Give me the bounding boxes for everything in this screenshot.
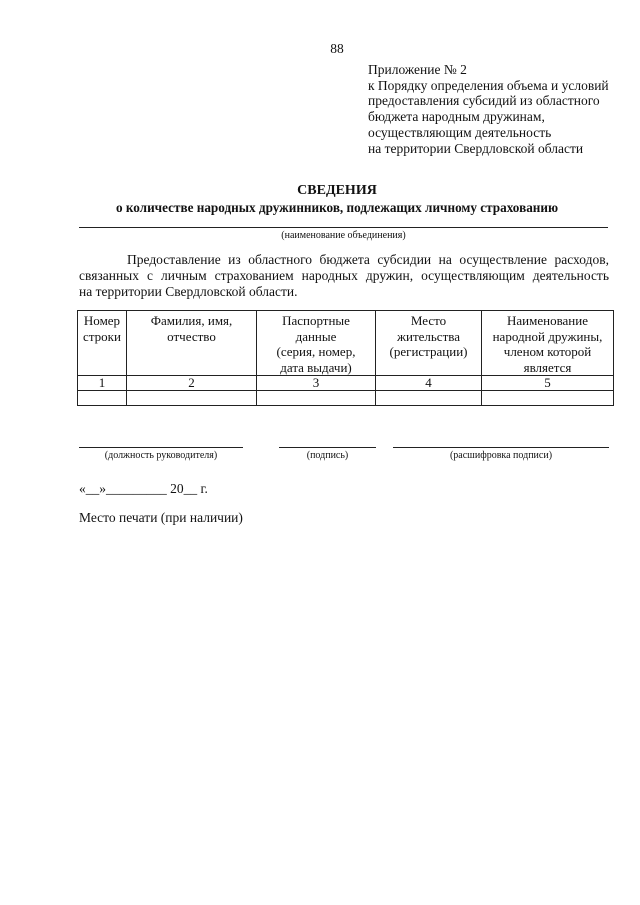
header-text: строки: [83, 328, 121, 344]
header-text: (серия, номер,: [276, 344, 356, 359]
position-caption: (должность руководителя): [104, 450, 218, 461]
header-text: народной дружины,: [492, 328, 603, 344]
column-number: 2: [127, 376, 257, 391]
paragraph-line: на территории Свердловской области.: [79, 284, 298, 299]
header-text: членом которой: [503, 344, 592, 359]
header-row-number: [78, 311, 127, 376]
column-number-row: [78, 376, 614, 391]
header-text: Номер: [83, 313, 121, 328]
paragraph-line: связанных с личным страхованием народных дружин, осуществляющим деятельность: [79, 268, 609, 283]
header-text: жительства: [397, 328, 460, 344]
table-cell[interactable]: [376, 391, 482, 406]
intro-paragraph: [79, 252, 609, 300]
appendix-line: на территории Свердловской области: [368, 140, 584, 156]
header-passport: [257, 311, 376, 376]
table-cell[interactable]: [127, 391, 257, 406]
document-title: СВЕДЕНИЯ: [297, 183, 377, 198]
header-text: данные: [295, 328, 337, 344]
table-cell[interactable]: [257, 391, 376, 406]
signature-decoding-line: [393, 447, 609, 448]
date-line: «__»_________ 20__ г.: [79, 481, 208, 496]
header-text: отчество: [167, 328, 216, 344]
appendix-line: бюджета народным дружинам,: [368, 109, 545, 125]
table-header-row: [78, 311, 614, 376]
position-signature-line: [79, 447, 243, 448]
paragraph-line: Предоставление из областного бюджета субсидии на осуществление расходов,: [127, 252, 609, 267]
header-text: является: [523, 359, 572, 375]
header-text: дата выдачи): [280, 359, 352, 375]
column-number: 5: [482, 376, 614, 391]
dружинники-table: [77, 310, 614, 406]
column-number: 4: [376, 376, 482, 391]
header-text: (регистрации): [389, 344, 468, 359]
header-full-name: [127, 311, 257, 376]
header-text: Наименование: [507, 313, 588, 328]
header-text: Паспортные: [282, 313, 350, 328]
organization-caption: (наименование объединения): [281, 230, 406, 241]
signature-caption: (подпись): [306, 450, 349, 461]
table-row: [78, 391, 614, 406]
header-residence: [376, 311, 482, 376]
table-cell[interactable]: [482, 391, 614, 406]
appendix-line: предоставления субсидий из областного: [368, 93, 600, 109]
appendix-line: к Порядку определения объема и условий: [368, 77, 609, 93]
header-text: Фамилия, имя,: [150, 313, 233, 328]
signature-decoding-caption: (расшифровка подписи): [449, 450, 553, 461]
appendix-line: осуществляющим деятельность: [368, 124, 552, 140]
table-cell[interactable]: [78, 391, 127, 406]
column-number: 3: [257, 376, 376, 391]
appendix-note: [368, 62, 628, 156]
column-number: 1: [78, 376, 127, 391]
organization-name-line: [79, 227, 608, 228]
seal-place: Место печати (при наличии): [79, 510, 243, 525]
page-number: 88: [330, 41, 344, 56]
header-text: Место: [410, 313, 447, 328]
signature-line: [279, 447, 376, 448]
header-druzhina-name: [482, 311, 614, 376]
appendix-line: Приложение № 2: [368, 62, 467, 77]
document-subtitle: о количестве народных дружинников, подлежащих личному страхованию: [115, 200, 559, 215]
